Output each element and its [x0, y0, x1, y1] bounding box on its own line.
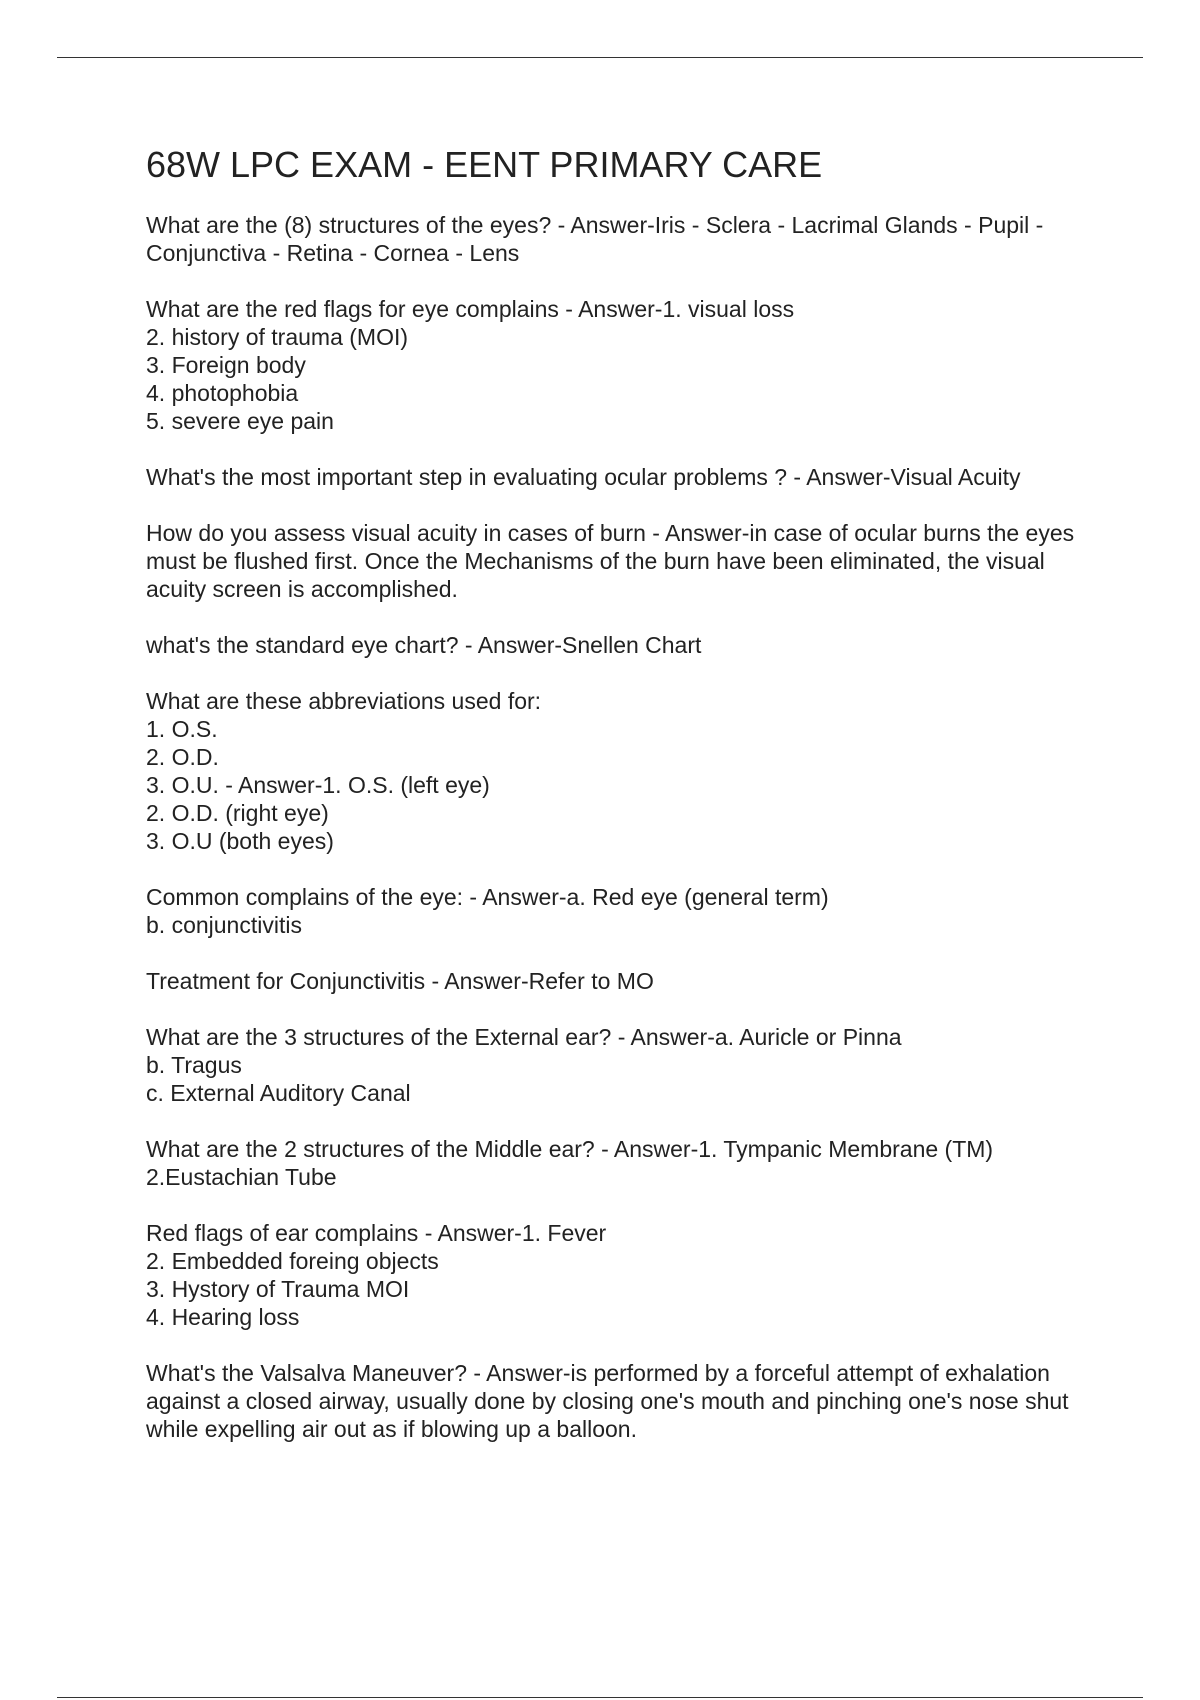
qa-item-valsalva — [146, 1359, 1086, 1443]
qa-line: 3. Hystory of Trauma MOI — [146, 1276, 410, 1302]
qa-line: b. conjunctivitis — [146, 912, 302, 938]
qa-item-eye-structures — [146, 211, 1086, 267]
qa-line: Red flags of ear complains - Answer-1. Fever — [146, 1220, 607, 1246]
qa-item-middle-ear — [146, 1135, 1086, 1191]
qa-line: 2. Embedded foreing objects — [146, 1248, 439, 1274]
qa-item-visual-acuity-burn — [146, 519, 1086, 603]
qa-item-external-ear — [146, 1023, 1086, 1107]
qa-line: What are the 3 structures of the External ear? - Answer-a. Auricle or Pinna — [146, 1024, 902, 1050]
qa-item-eye-chart — [146, 631, 1086, 659]
qa-text: What are the (8) structures of the eyes? - Answer-Iris - Sclera - Lacrimal Glands - Pupil - Conjunctiva - Retina - Cornea - Lens — [146, 212, 1044, 266]
qa-line: 2. O.D. — [146, 744, 219, 770]
qa-text: How do you assess visual acuity in cases of burn - Answer-in case of ocular burns the eyes must be flushed first. Once the Mechanisms of the burn have been eliminated, the visual acuity screen is accomplished. — [146, 520, 1075, 602]
qa-line: 3. O.U (both eyes) — [146, 828, 334, 854]
qa-line: 4. Hearing loss — [146, 1304, 300, 1330]
qa-line: What's the most important step in evaluating ocular problems ? - Answer-Visual Acuity — [146, 464, 1021, 490]
document-body — [146, 142, 1086, 1471]
qa-line: 3. O.U. - Answer-1. O.S. (left eye) — [146, 772, 490, 798]
qa-line: What are these abbreviations used for: — [146, 688, 542, 714]
qa-item-abbreviations — [146, 687, 1086, 855]
qa-item-ear-red-flags — [146, 1219, 1086, 1331]
qa-line: 2. O.D. (right eye) — [146, 800, 329, 826]
bottom-rule — [57, 1697, 1143, 1698]
qa-line: 4. photophobia — [146, 380, 299, 406]
qa-text: What's the Valsalva Maneuver? - Answer-is performed by a forceful attempt of exhalation against a closed airway, usually done by closing one's mouth and pinching one's nose shut while expelling air out as if blowing up a balloon. — [146, 1360, 1069, 1442]
qa-line: 5. severe eye pain — [146, 408, 334, 434]
document-title: 68W LPC EXAM - EENT PRIMARY CARE — [146, 144, 823, 185]
qa-line: b. Tragus — [146, 1052, 242, 1078]
qa-line: c. External Auditory Canal — [146, 1080, 411, 1106]
qa-line: Treatment for Conjunctivitis - Answer-Refer to MO — [146, 968, 654, 994]
qa-line: Common complains of the eye: - Answer-a. Red eye (general term) — [146, 884, 829, 910]
qa-line: What are the red flags for eye complains - Answer-1. visual loss — [146, 296, 795, 322]
qa-line: 2.Eustachian Tube — [146, 1164, 337, 1190]
qa-line: What are the 2 structures of the Middle ear? - Answer-1. Tympanic Membrane (TM) — [146, 1136, 994, 1162]
qa-line: 1. O.S. — [146, 716, 218, 742]
qa-line: 3. Foreign body — [146, 352, 306, 378]
qa-line: what's the standard eye chart? - Answer-Snellen Chart — [146, 632, 702, 658]
qa-item-ocular-step — [146, 463, 1086, 491]
qa-item-eye-red-flags — [146, 295, 1086, 435]
qa-item-eye-complains — [146, 883, 1086, 939]
qa-item-conjunctivitis-treatment — [146, 967, 1086, 995]
top-rule — [57, 57, 1143, 58]
qa-line: 2. history of trauma (MOI) — [146, 324, 409, 350]
